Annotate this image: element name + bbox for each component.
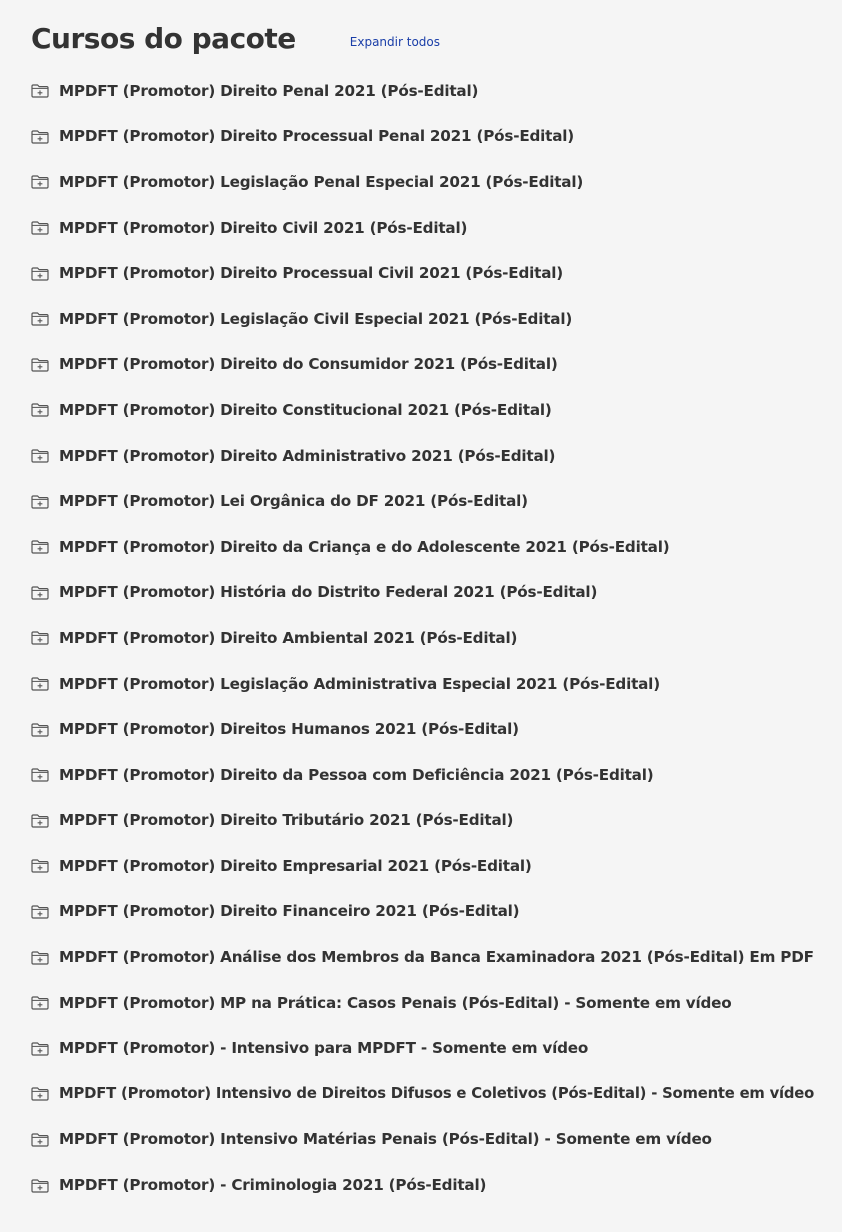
page-title: Cursos do pacote	[31, 22, 296, 55]
course-title: MPDFT (Promotor) Legislação Civil Especial 2021 (Pós-Edital)	[59, 309, 573, 328]
course-item[interactable]	[31, 661, 831, 707]
folder-plus-icon[interactable]	[31, 1178, 49, 1193]
course-title: MPDFT (Promotor) Direito Administrativo 2021 (Pós-Edital)	[59, 446, 556, 465]
course-title: MPDFT (Promotor) Direito da Criança e do Adolescente 2021 (Pós-Edital)	[59, 537, 670, 556]
course-item[interactable]	[31, 205, 831, 251]
course-title: MPDFT (Promotor) Legislação Penal Especial 2021 (Pós-Edital)	[59, 172, 584, 191]
course-title: MPDFT (Promotor) História do Distrito Federal 2021 (Pós-Edital)	[59, 583, 598, 602]
course-item[interactable]	[31, 114, 831, 160]
folder-plus-icon[interactable]	[31, 858, 49, 873]
course-title: MPDFT (Promotor) Análise dos Membros da Banca Examinadora 2021 (Pós-Edital) Em PDF	[59, 948, 814, 967]
course-item[interactable]	[31, 478, 831, 524]
course-title: MPDFT (Promotor) Direito Financeiro 2021 (Pós-Edital)	[59, 902, 520, 921]
folder-plus-icon[interactable]	[31, 813, 49, 828]
folder-plus-icon[interactable]	[31, 220, 49, 235]
folder-plus-icon[interactable]	[31, 1041, 49, 1056]
folder-plus-icon[interactable]	[31, 129, 49, 144]
course-title: MPDFT (Promotor) - Criminologia 2021 (Pós-Edital)	[59, 1176, 487, 1195]
course-item[interactable]	[31, 296, 831, 342]
course-item[interactable]	[31, 1162, 831, 1208]
course-title: MPDFT (Promotor) Direito do Consumidor 2021 (Pós-Edital)	[59, 355, 558, 374]
folder-plus-icon[interactable]	[31, 402, 49, 417]
course-item[interactable]	[31, 433, 831, 479]
course-title: MPDFT (Promotor) Direitos Humanos 2021 (Pós-Edital)	[59, 720, 519, 739]
course-item[interactable]	[31, 934, 831, 980]
course-title: MPDFT (Promotor) Direito Processual Civil 2021 (Pós-Edital)	[59, 264, 563, 283]
course-item[interactable]	[31, 342, 831, 388]
course-item[interactable]	[31, 1117, 831, 1163]
course-title: MPDFT (Promotor) Intensivo de Direitos Difusos e Coletivos (Pós-Edital) - Somente em vídeo	[59, 1085, 815, 1103]
folder-plus-icon[interactable]	[31, 448, 49, 463]
course-item[interactable]	[31, 752, 831, 798]
course-title: MPDFT (Promotor) Direito Empresarial 2021 (Pós-Edital)	[59, 856, 532, 875]
course-item[interactable]	[31, 570, 831, 616]
folder-plus-icon[interactable]	[31, 767, 49, 782]
folder-plus-icon[interactable]	[31, 174, 49, 189]
course-item[interactable]	[31, 250, 831, 296]
course-title: MPDFT (Promotor) Direito Constitucional 2021 (Pós-Edital)	[59, 400, 552, 419]
course-title: MPDFT (Promotor) Direito Tributário 2021 (Pós-Edital)	[59, 811, 514, 830]
course-list	[31, 68, 831, 1208]
folder-plus-icon[interactable]	[31, 904, 49, 919]
course-item[interactable]	[31, 615, 831, 661]
expand-all-link[interactable]: Expandir todos	[349, 35, 440, 49]
folder-plus-icon[interactable]	[31, 630, 49, 645]
course-item[interactable]	[31, 889, 831, 935]
course-title: MPDFT (Promotor) Legislação Administrativa Especial 2021 (Pós-Edital)	[59, 674, 660, 693]
course-title: MPDFT (Promotor) Direito Processual Penal 2021 (Pós-Edital)	[59, 127, 575, 146]
course-item[interactable]	[31, 980, 831, 1026]
folder-plus-icon[interactable]	[31, 1132, 49, 1147]
folder-plus-icon[interactable]	[31, 83, 49, 98]
course-item[interactable]	[31, 387, 831, 433]
course-item[interactable]	[31, 1071, 831, 1117]
course-item[interactable]	[31, 843, 831, 889]
folder-plus-icon[interactable]	[31, 266, 49, 281]
course-item[interactable]	[31, 159, 831, 205]
course-title: MPDFT (Promotor) - Intensivo para MPDFT - Somente em vídeo	[59, 1039, 589, 1058]
course-item[interactable]	[31, 1025, 831, 1071]
folder-plus-icon[interactable]	[31, 722, 49, 737]
folder-plus-icon[interactable]	[31, 676, 49, 691]
course-item[interactable]	[31, 68, 831, 114]
course-title: MPDFT (Promotor) Direito Ambiental 2021 (Pós-Edital)	[59, 628, 518, 647]
folder-plus-icon[interactable]	[31, 995, 49, 1010]
course-item[interactable]	[31, 798, 831, 844]
course-title: MPDFT (Promotor) MP na Prática: Casos Penais (Pós-Edital) - Somente em vídeo	[59, 993, 732, 1012]
course-item[interactable]	[31, 706, 831, 752]
course-title: MPDFT (Promotor) Intensivo Matérias Penais (Pós-Edital) - Somente em vídeo	[59, 1130, 712, 1149]
folder-plus-icon[interactable]	[31, 950, 49, 965]
panel-header	[31, 22, 440, 55]
folder-plus-icon[interactable]	[31, 585, 49, 600]
folder-plus-icon[interactable]	[31, 1086, 49, 1101]
folder-plus-icon[interactable]	[31, 539, 49, 554]
course-title: MPDFT (Promotor) Direito Penal 2021 (Pós-Edital)	[59, 81, 479, 100]
folder-plus-icon[interactable]	[31, 494, 49, 509]
folder-plus-icon[interactable]	[31, 311, 49, 326]
folder-plus-icon[interactable]	[31, 357, 49, 372]
course-title: MPDFT (Promotor) Direito da Pessoa com Deficiência 2021 (Pós-Edital)	[59, 765, 654, 784]
course-title: MPDFT (Promotor) Direito Civil 2021 (Pós-Edital)	[59, 218, 468, 237]
course-title: MPDFT (Promotor) Lei Orgânica do DF 2021 (Pós-Edital)	[59, 492, 528, 511]
course-item[interactable]	[31, 524, 831, 570]
